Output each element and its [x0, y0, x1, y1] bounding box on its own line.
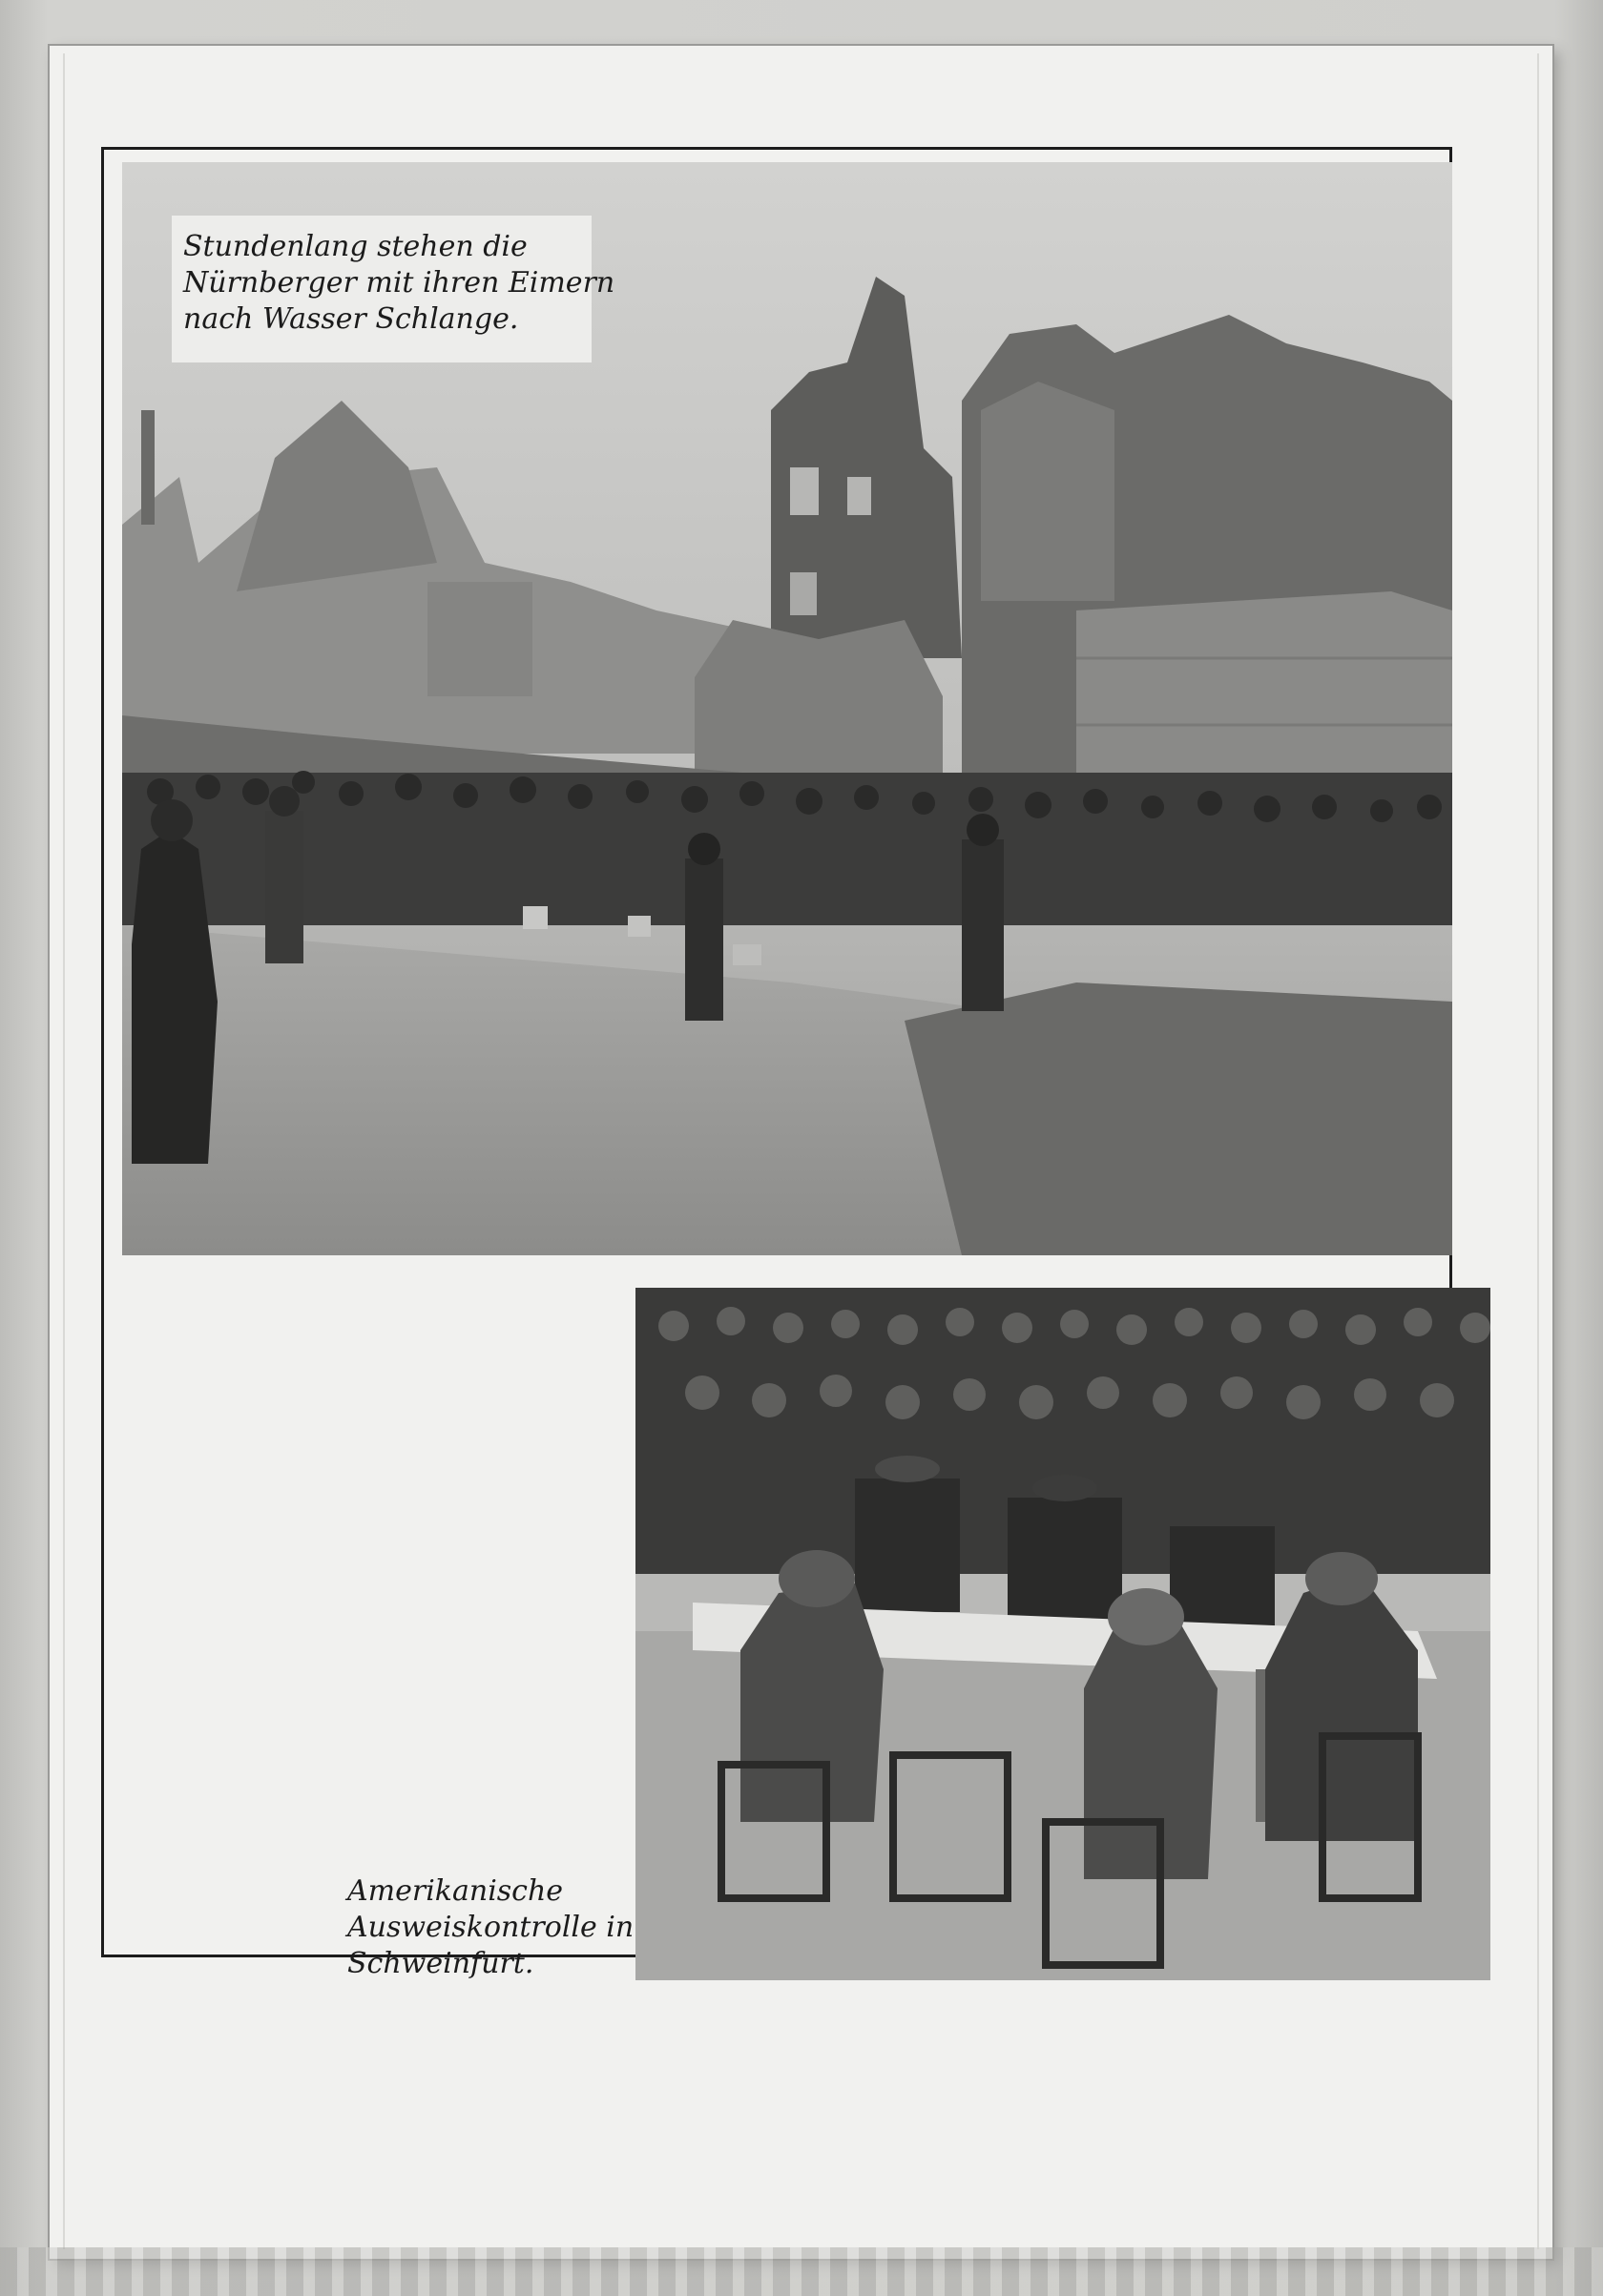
caption-bottom-line-2: Ausweiskontrolle in	[347, 1911, 635, 1944]
caption-top-line-1: Stundenlang stehen die	[183, 230, 528, 263]
caption-top-line-3: nach Wasser Schlange.	[183, 302, 519, 336]
photo-schweinfurt-check	[635, 1288, 1490, 1980]
caption-bottom-line-1: Amerikanische	[347, 1874, 564, 1908]
caption-top-box	[172, 216, 615, 362]
caption-top-line-2: Nürnberger mit ihren Eimern	[183, 266, 615, 300]
caption-bottom	[347, 1873, 634, 1982]
sleeve-edge	[0, 2247, 1603, 2296]
caption-bottom-line-3: Schweinfurt.	[347, 1947, 534, 1980]
